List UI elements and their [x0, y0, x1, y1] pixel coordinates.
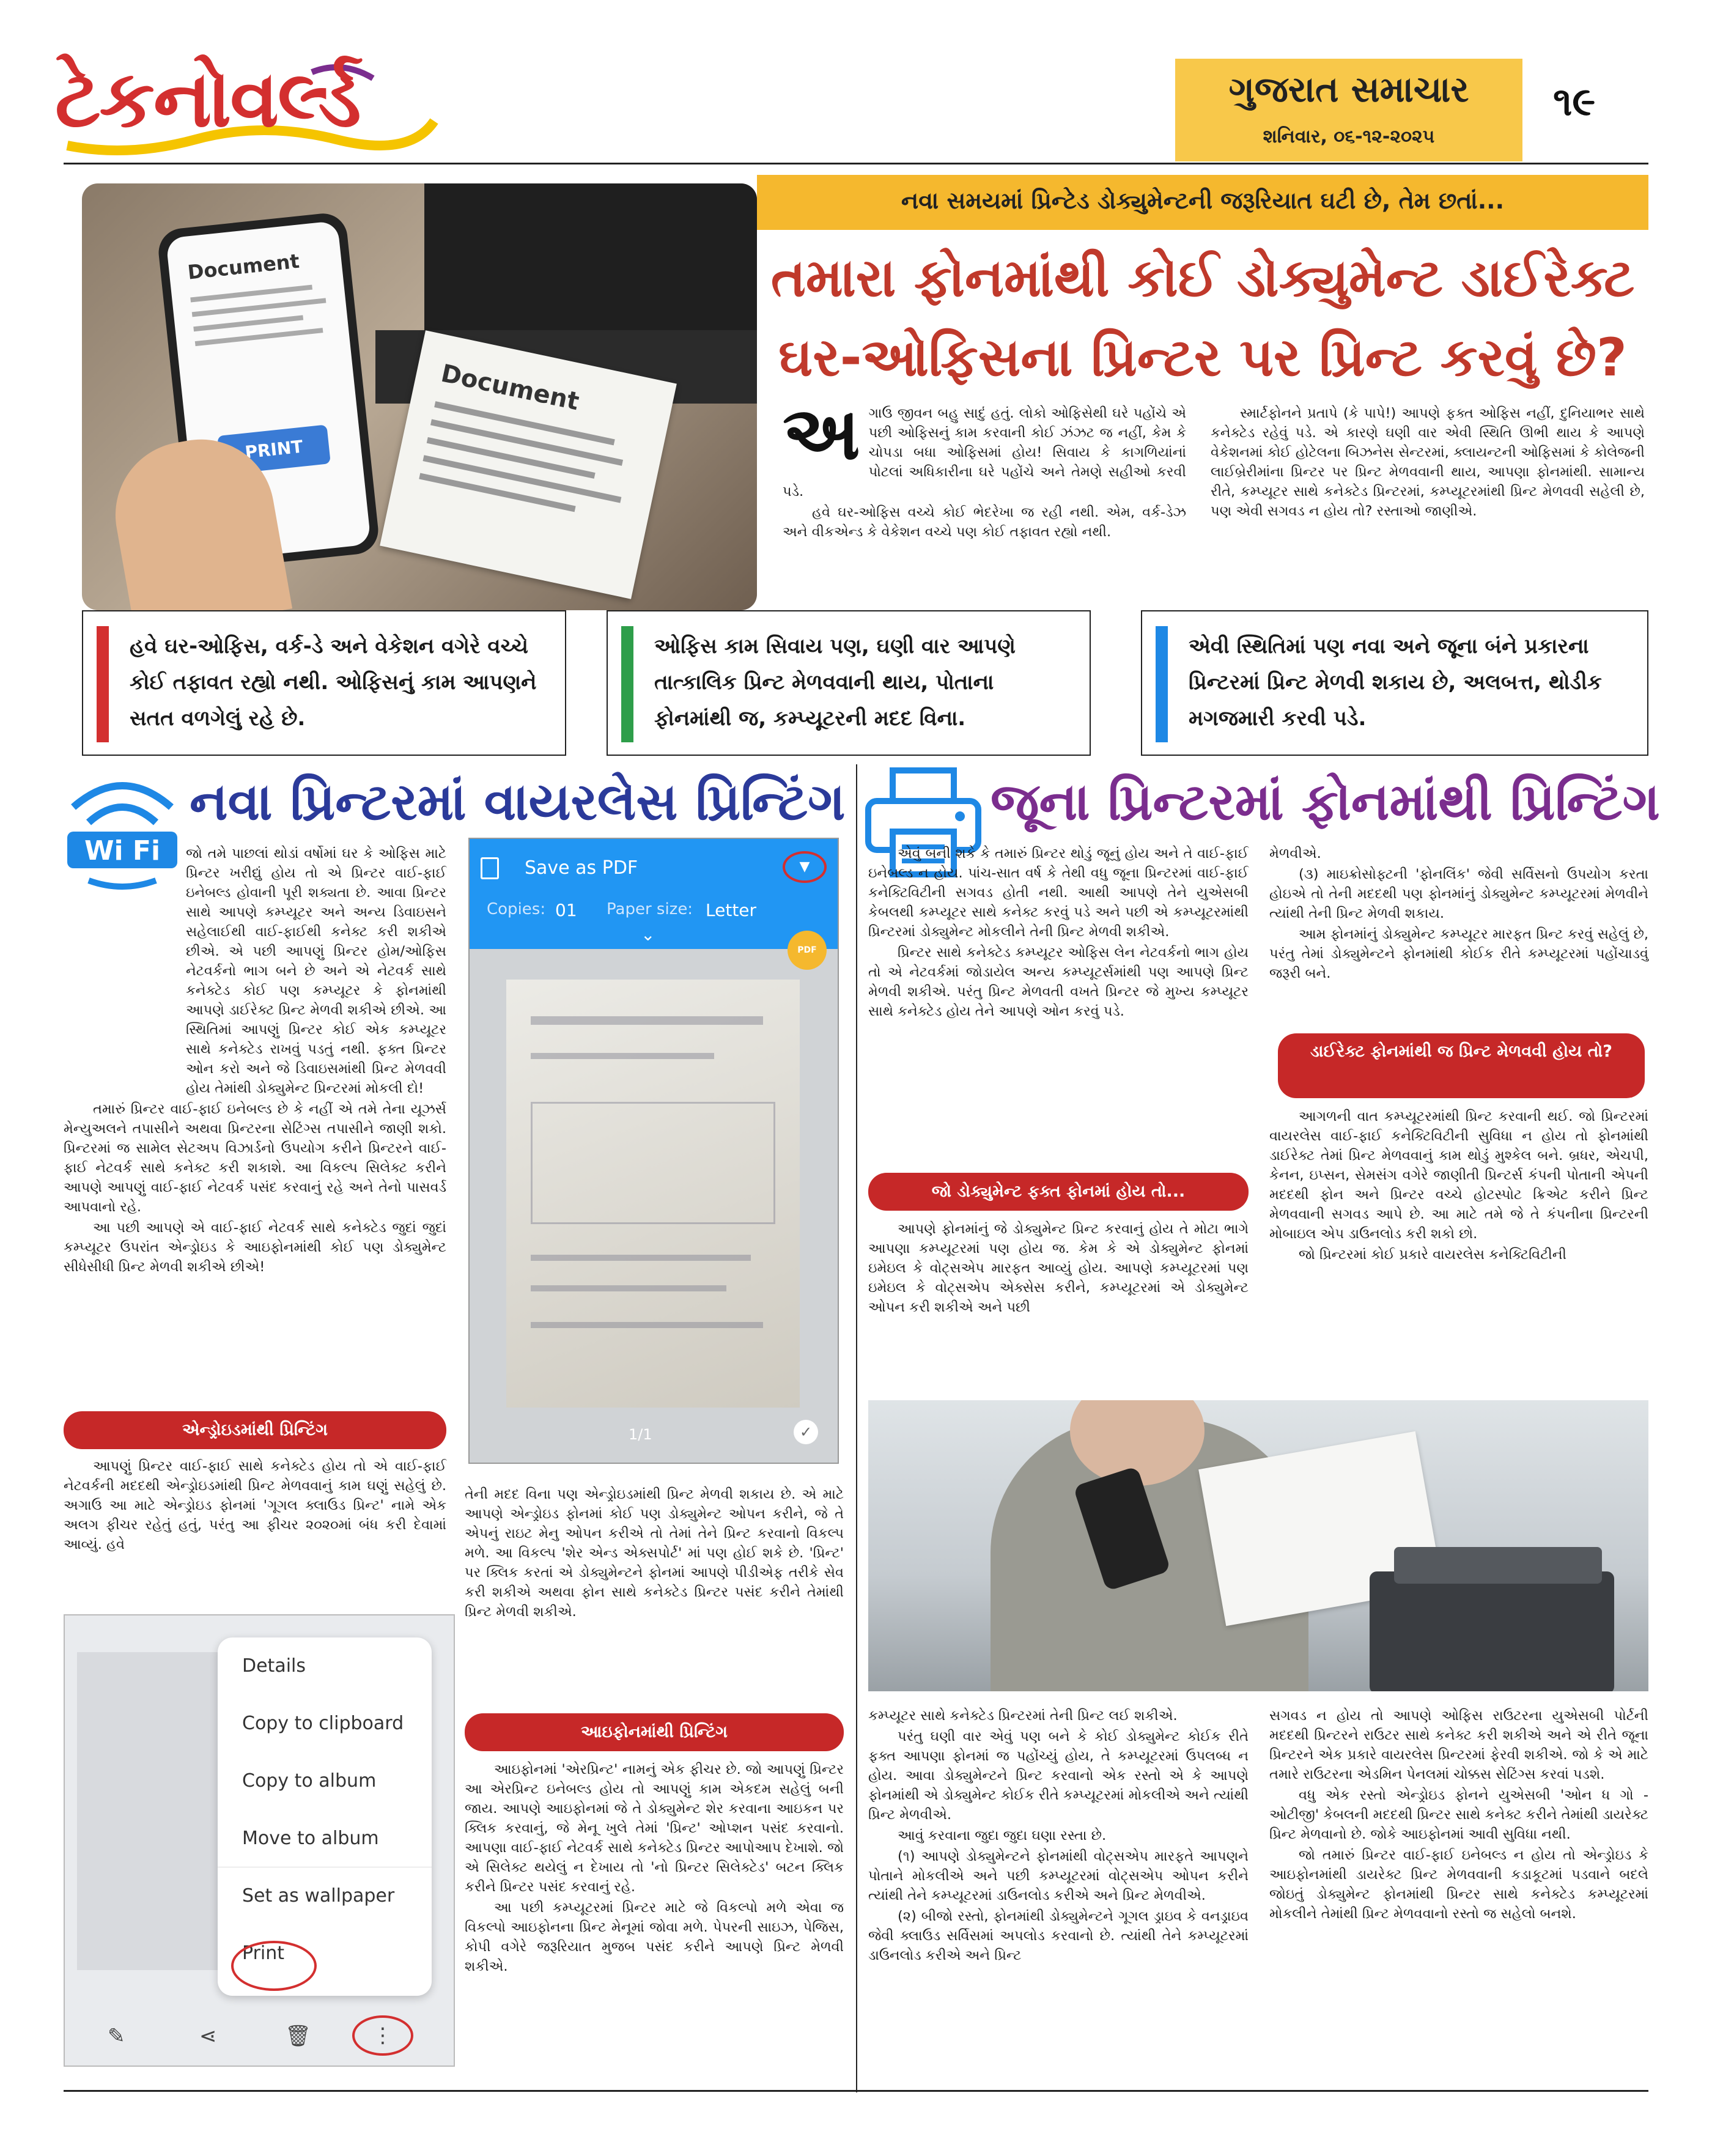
info-box-3-text: એવી સ્થિતિમાં પણ નવા અને જૂના બંને પ્રકારના પ્રિન્ટરમાં પ્રિન્ટ મેળવી શકાય છે, અલબત્ત, થોડીક મગજમારી કરવી પડે.: [1189, 634, 1602, 731]
kicker-bar: [757, 175, 1648, 230]
phone-only-para: આપણે ફોનમાંનું જે ડોક્યુમેન્ટ પ્રિન્ટ કરવાનું હોય તે મોટા ભાગે આપણા કમ્પ્યૂટરમાં પણ હોય જ. કેમ કે એ ડોક્યુમેન્ટ ફોનમાં ઇમેઇલ કે વોટ્સએપ મારફત આવ્યું હોય. આપણે કમ્પ્યૂટરમાં પણ ઇમેઇલ કે વોટ્સએપ એક્સેસ કરીને, કમ્પ્યૂટરમાં એ ડોક્યુમેન્ટ ઓપન કરી શકીએ અને પછી: [868, 1221, 1249, 1315]
footer-rule: [64, 2090, 1648, 2092]
bottom-para-5: (૨) બીજો રસ્તો, ફોનમાંથી ડોક્યુમેન્ટને ગૂગલ ડ્રાઇવ કે વનડ્રાઇવ જેવી ક્લાઉડ સર્વિસમાં અપલોડ કરવાનો છે. ત્યાંથી તેને કમ્પ્યૂટરમાં ડાઉનલોડ કરીએ અને પ્રિન્ટ: [868, 1908, 1249, 1963]
bottom-right-col2: [1269, 1706, 1648, 1925]
right-section-title: જૂના પ્રિન્ટરમાં ફોનમાંથી પ્રિન્ટિંગ: [991, 772, 1660, 832]
left-para-2: તમારું પ્રિન્ટર વાઈ-ફાઈ ઇનેબલ્ડ છે કે નહીં એ તમે તેના યૂઝર્સ મેન્યુઅલને તપાસીને અથવા પ્રિન્ટરના સેટિંગ્સ તપાસીને જાણી શકો. પ્રિન્ટરમાં જ સામેલ સેટઅપ વિઝાર્ડનો ઉપયોગ કરીને પ્રિન્ટરને વાઈ-ફાઈ નેટવર્ક સાથે કનેક્ટ કરી શકાશે. આ વિકલ્પ સિલેક્ટ કરીને આપણે આપણું વાઈ-ફાઈ નેટવર્ક પસંદ કરવાનું રહે અને તેનો પાસવર્ડ આપવાનો રહે.: [64, 1101, 446, 1215]
iphone-para-1: આઇફોનમાં 'એરપ્રિન્ટ' નામનું એક ફીચર છે. જો આપણું પ્રિન્ટર આ એરપ્રિન્ટ ઇનેબલ્ડ હોય તો આપણું કામ એકદમ સહેલું બની જાય. આપણે આઇફોનમાં જે તે ડોક્યુમેન્ટ શેર કરવાના આઇકન પર ક્લિક કરવાનું, જે મેનૂ ખુલે તેમાં 'પ્રિન્ટ' ઓપ્શન પસંદ કરવાનો. આપણા વાઈ-ફાઈ નેટવર્ક સાથે કનેક્ટેડ પ્રિન્ટર આપોઆપ દેખાશે. જો એ સિલેક્ટ થયેલું ન દેખાય તો 'નો પ્રિન્ટર સિલેક્ટેડ' બટન ક્લિક કરીને પ્રિન્ટર પસંદ કરવાનું રહે.: [465, 1762, 844, 1895]
expand-chevron-icon[interactable]: ⌄: [641, 925, 655, 945]
intro-col1: [783, 391, 1186, 543]
pdf-header: [470, 839, 838, 949]
info-box-2-bar: [621, 626, 633, 742]
brand-logo: [55, 48, 446, 164]
hero-image: [82, 183, 757, 610]
dropcap: અ: [783, 391, 860, 476]
info-box-3-bar: [1156, 626, 1168, 742]
bottom-para-4: (૧) આપણે ડોક્યુમેન્ટને ફોનમાંથી વોટ્સએપ મારફતે આપણને પોતાને મોકલીએ અને પછી કમ્પ્યૂટરમાં વોટ્સએપ ઓપન કરીને ત્યાંથી તેને કમ્પ્યૂટરમાં ડાઉનલોડ કરીએ અને પ્રિન્ટ મેળવીએ.: [868, 1848, 1249, 1903]
info-box-1: [82, 610, 566, 756]
info-box-2-text: ઓફિસ કામ સિવાય પણ, ઘણી વાર આપણે તાત્કાલિક પ્રિન્ટ મેળવવાની થાય, પોતાના ફોનમાંથી જ, કમ્પ્યૂટરની મદદ વિના.: [654, 634, 1016, 731]
wifi-label: Wi Fi: [84, 835, 161, 866]
iphone-subhead: આઇફોનમાંથી પ્રિન્ટિંગ: [465, 1713, 844, 1751]
right-para-4: (૩) માઇક્રોસોફ્ટની 'ફોનલિંક' જેવી સર્વિસનો ઉપયોગ કરતા હોઇએ તો તેની મદદથી પણ ફોનમાંનું ડોક્યુમેન્ટ કમ્પ્યૂટરમાં મેળવીને ત્યાંથી તેની પ્રિન્ટ મેળવી શકાય.: [1269, 866, 1648, 921]
android-menu-screenshot: [64, 1614, 455, 2067]
bottom-para-2: પરંતુ ઘણી વાર એવું પણ બને કે કોઈ ડોક્યુમેન્ટ કોઈક રીતે ફક્ત આપણા ફોનમાં જ પહોંચ્યું હોય, તે કમ્પ્યૂટરમાં ઉપલબ્ધ ન હોય. આવા ડોક્યુમેન્ટને પ્રિન્ટ કરવાનો એક રસ્તો એ કે આપણે ફોનમાંથી એ ડોક્યુમેન્ટ કોઈક રીતે કમ્પ્યૂટરમાં મોકલીએ અને ત્યાંથી પ્રિન્ટ મેળવીએ.: [868, 1729, 1249, 1823]
menu-item-details[interactable]: Details: [242, 1655, 306, 1677]
right-para-5: આમ ફોનમાંનું ડોક્યુમેન્ટ કમ્પ્યૂટર મારફત પ્રિન્ટ કરવું સહેલું છે, પરંતુ તેમાં ડોક્યુમેન્ટને ફોનમાંથી કોઈક રીતે કમ્પ્યૂટરમાં પહોંચાડવું જરૂરી બને.: [1269, 926, 1648, 981]
pdf-page-preview: [506, 980, 800, 1408]
left-section-title: નવા પ્રિન્ટરમાં વાયરલેસ પ્રિન્ટિંગ: [190, 772, 846, 832]
android-para: આપણું પ્રિન્ટર વાઈ-ફાઈ સાથે કનેક્ટેડ હોય તો એ વાઈ-ફાઈ નેટવર્કની મદદથી એન્ડ્રોઇડમાંથી પ્રિન્ટ મેળવવાનું કામ ઘણું સહેલું છે. અગાઉ આ માટે એન્ડ્રોઇડ ફોનમાં 'ગૂગલ ક્લાઉડ પ્રિન્ટ' નામે એક અલગ ફીચર રહેતું હતું, પરંતુ આ ફીચર ૨૦૨૦માં બંધ કરી દેવામાં આવ્યું. હવે: [64, 1458, 446, 1552]
right-para-3: મેળવીએ.: [1269, 846, 1321, 862]
info-box-2: [607, 610, 1091, 756]
direct-phone-subhead: ડાઈરેક્ટ ફોનમાંથી જ પ્રિન્ટ મેળવવી હોય તો?: [1278, 1033, 1645, 1098]
menu-item-wallpaper[interactable]: Set as wallpaper: [242, 1885, 395, 1907]
left-col-text: [64, 844, 446, 1278]
menu-item-copy-album[interactable]: Copy to album: [242, 1770, 377, 1792]
direct-phone-para-2: જો પ્રિન્ટરમાં કોઈ પ્રકારે વાયરલેસ કનેક્ટિવિટીની: [1299, 1247, 1566, 1263]
print-button: PRINT: [217, 424, 331, 474]
right-para-1: એવું બની શકે કે તમારું પ્રિન્ટર થોડું જૂનું હોય અને તે વાઈ-ફાઈ ઇનેબલ્ડ ન હોય. પાંચ-સાત વર્ષ કે તેથી વધુ જૂના પ્રિન્ટરમાં વાઈ-ફાઈ કનેક્ટિવિટીની સગવડ હોતી નથી. આથી આપણે તેને યુએસબી કેબલથી કમ્પ્યૂટર સાથે કનેક્ટ કરવું પડે અને પછી એ કમ્પ્યૂટરમાંથી પ્રિન્ટરમાં ડોક્યુમેન્ટ મોકલીને તેની પ્રિન્ટ મેળવી શકીએ.: [868, 846, 1249, 940]
menu-item-move-album[interactable]: Move to album: [218, 1810, 432, 1867]
page-count: 1/1: [629, 1426, 652, 1443]
bottom-para-1: કમ્પ્યૂટર સાથે કનેક્ટેડ પ્રિન્ટરમાં તેની પ્રિન્ટ લઈ શકીએ.: [868, 1708, 1178, 1724]
menu-item-print[interactable]: Print: [242, 1943, 285, 1964]
print-highlight-circle: [231, 1941, 317, 1991]
info-box-3: [1141, 610, 1648, 756]
info-box-1-text: હવે ઘર-ઓફિસ, વર્ક-ડે અને વેકેશન વગેરે વચ્ચે કોઈ તફાવત રહ્યો નથી. ઓફિસનું કામ આપણને સતત વળગેલું રહે છે.: [130, 634, 537, 731]
check-icon[interactable]: ✓: [794, 1420, 818, 1444]
headline-line2: ઘર-ઓફિસના પ્રિન્ટર પર પ્રિન્ટ કરવું છે?: [778, 327, 1627, 388]
bottom-para-6: સગવડ ન હોય તો આપણે ઓફિસ રાઉટરના યુએસબી પોર્ટની મદદથી પ્રિન્ટરને રાઉટર સાથે કનેક્ટ કરી શકીએ અને એ રીતે જૂના પ્રિન્ટરને એક પ્રકારે વાયરલેસ પ્રિન્ટરમાં ફેરવી શકીએ. જો કે એ માટે તમારે રાઉટરના એડમિન પેનલમાં ચોક્કસ સેટિંગ્સ કરવાં પડશે.: [1269, 1708, 1648, 1782]
pdf-fab[interactable]: [788, 931, 827, 970]
iphone-text: [465, 1760, 844, 1977]
intro-para2: હવે ઘર-ઓફિસ વચ્ચે કોઈ ભેદરેખા જ રહી નથી. એમ, વર્ક-ડેઝ અને વીકએન્ડ કે વેકેશન વચ્ચે પણ કોઈ તફાવત રહ્યો નથી.: [783, 504, 1186, 540]
intro-col2: [1211, 404, 1645, 522]
mid-text: [465, 1485, 844, 1623]
phone-only-text: [868, 1219, 1249, 1318]
paper-size-value[interactable]: Letter: [706, 900, 757, 920]
direct-phone-para: આગળની વાત કમ્પ્યૂટરમાંથી પ્રિન્ટ કરવાની થઈ. જો પ્રિન્ટરમાં વાયરલેસ વાઈ-ફાઈ કનેક્ટિવિટીની સુવિધા ન હોય તો ફોનમાંથી ડાઈરેક્ટ તેમાં પ્રિન્ટ મેળવવાનું કામ થોડું મુશ્કેલ બને. બ્રધર, એચપી, કેનન, ઇપ્સન, સેમસંગ વગેરે જાણીતી પ્રિન્ટર્સ કંપની પોતાની એપની મદદથી ફોન અને પ્રિન્ટર વચ્ચે હોટસ્પોટ ક્રિએટ કરીને પ્રિન્ટ મેળવવાની સગવડ આપે છે. આ માટે તમે જે તે કંપનીના પ્રિન્ટરની મોબાઇલ એપ ડાઉનલોડ કરી શકો છો.: [1269, 1109, 1648, 1242]
masthead-rule: [64, 163, 1648, 164]
phone-only-subhead: જો ડોક્યુમેન્ટ ફક્ત ફોનમાં હોય તો...: [868, 1173, 1249, 1211]
left-para-3: આ પછી આપણે એ વાઈ-ફાઈ નેટવર્ક સાથે કનેક્ટેડ જુદાં જુદાં કમ્પ્યૂટર ઉપરાંત એન્ડ્રોઇડ કે આઇફોનમાંથી કોઈ પણ ડોક્યુમેન્ટ સીધેસીધી પ્રિન્ટ મેળવી શકીએ છીએ!: [64, 1220, 446, 1275]
android-text: [64, 1456, 446, 1556]
bottom-para-3: આવું કરવાના જુદા જુદા ઘણા રસ્તા છે.: [898, 1828, 1107, 1844]
mid-para: તેની મદદ વિના પણ એન્ડ્રોઇડમાંથી પ્રિન્ટ મેળવી શકાય છે. એ માટે આપણે એન્ડ્રોઇડ ફોનમાં કોઈ પણ ડોક્યુમેન્ટ ઓપન કરીને, જે તે એપનું રાઇટ મેનુ ઓપન કરીએ તો તેમાં તેને પ્રિન્ટ કરવાનો વિકલ્પ મળે. આ વિકલ્પ 'શેર એન્ડ એક્સપોર્ટ' માં પણ હોઈ શકે છે. 'પ્રિન્ટ' પર ક્લિક કરતાં એ ડોક્યુમેન્ટને ફોનમાં આપણે પીડીએફ તરીકે સેવ કરી શકીએ અથવા ફોન સાથે કનેક્ટેડ પ્રિન્ટર પસંદ કરીને તેમાંથી પ્રિન્ટ મેળવી શકીએ.: [465, 1486, 844, 1620]
intro-para1: ગાઉ જીવન બહુ સાદું હતું. લોકો ઓફિસેથી ઘરે પહોંચે એ પછી ઓફિસનું કામ કરવાની કોઈ ઝંઝટ જ નહીં, કેમ કે ચોપડા બધા ઓફિસમાં હોય! સિવાય કે કાગળિયાંનાં પોટલાં અધિકારીના ઘરે પહોંચે અને તેમણે સહીઓ કરવી પડે.: [783, 405, 1186, 500]
paper-name: ગુજરાત સમાચાર: [1228, 68, 1469, 110]
right-para-2: પ્રિન્ટર સાથે કનેક્ટેડ કમ્પ્યૂટર ઓફિસ લેન નેટવર્કનો ભાગ હોય તો એ નેટવર્કમાં જોડાયેલ અન્ય કમ્પ્યૂટર્સમાંથી પણ આપણે પ્રિન્ટ મેળવી શકીએ. પરંતુ પ્રિન્ટ મેળવતી વખતે પ્રિન્ટર જે મુખ્ય કમ્પ્યૂટર સાથે કનેક્ટેડ હોય તેને આપણે ઓન કરવું પડે.: [868, 945, 1249, 1019]
paper-name-box: [1175, 59, 1522, 161]
menu-item-copy-clipboard[interactable]: Copy to clipboard: [242, 1713, 404, 1734]
delete-icon[interactable]: 🗑: [285, 2024, 312, 2048]
bottom-toolbar: [65, 2007, 455, 2067]
intro-para3: સ્માર્ટફોનને પ્રતાપે (કે પાપે!) આપણે ફક્ત ઓફિસ નહીં, દુનિયાભર સાથે કનેક્ટેડ રહેવું પડે. એ કારણે ઘણી વાર એવી સ્થિતિ ઊભી થાય કે આપણે વેકેશનમાં કોઈ હોટેલના બિઝનેસ સેન્ટરમાં, ક્લાયન્ટની ઓફિસમાં કે કોલેજની લાઈબ્રેરીમાંના પ્રિન્ટર પર પ્રિન્ટ મેળવવાની થાય, આપણા ફોનમાંથી. સામાન્ય રીતે, કમ્પ્યૂટર સાથે કનેક્ટેડ પ્રિન્ટરમાં, કમ્પ્યૂટરમાંથી પ્રિન્ટ મેળવવી સહેલી છે, પણ એવી સગવડ ન હોય તો? રસ્તાઓ જાણીએ.: [1211, 405, 1645, 519]
pdf-file-icon: [481, 857, 499, 879]
edit-icon[interactable]: ✎: [108, 2024, 125, 2048]
column-divider: [856, 764, 857, 2092]
issue-date: શનિવાર, ૦૬-૧૨-૨૦૨૫: [1263, 126, 1435, 147]
android-subhead: એન્ડ્રોઇડમાંથી પ્રિન્ટિંગ: [64, 1411, 446, 1449]
kicker-text: નવા સમયમાં પ્રિન્ટેડ ડોક્યુમેન્ટની જરૂરિયાત ઘટી છે, તેમ છતાં...: [901, 187, 1505, 214]
more-options-icon[interactable]: ⋮: [352, 2015, 413, 2056]
headline-line1: તમારા ફોનમાંથી કોઈ ડોક્યુમેન્ટ ડાઈરેક્ટ: [770, 248, 1635, 309]
share-icon[interactable]: ⋖: [199, 2024, 217, 2048]
office-photo: [868, 1400, 1648, 1691]
dropdown-arrow-icon[interactable]: ▼: [783, 851, 827, 883]
right-col2: [1269, 844, 1648, 984]
iphone-para-2: આ પછી કમ્પ્યૂટરમાં પ્રિન્ટર માટે જે વિકલ્પો મળે એવા જ વિકલ્પો આઇફોનના પ્રિન્ટ મેનૂમાં જોવા મળે. પેપરની સાઇઝ, પેજિસ, કોપી વગેરે જરૂરિયાત મુજબ પસંદ કરીને આપણે પ્રિન્ટ મેળવી શકીએ.: [465, 1900, 844, 1974]
phone-doc-label: Document: [186, 249, 301, 284]
bottom-right-col1: [868, 1706, 1249, 1966]
paper-doc-label: Document: [438, 359, 582, 416]
direct-phone-text: [1269, 1107, 1648, 1266]
bottom-para-8: જો તમારું પ્રિન્ટર વાઈ-ફાઈ ઇનેબલ્ડ ન હોય તો એન્ડ્રોઇડ કે આઇફોનમાંથી ડાયરેક્ટ પ્રિન્ટ મેળવવાની કડાકૂટમાં પડવાને બદલે જોઇતું ડોક્યુમેન્ટ ફોનમાંથી પ્રિન્ટર સાથે કનેક્ટેડ કમ્પ્યૂટરમાં મોકલીને તેમાંથી પ્રિન્ટ મેળવવાનો રસ્તો જ સહેલો બનશે.: [1269, 1847, 1648, 1922]
pdf-title: Save as PDF: [525, 857, 638, 879]
paper-size-label: Paper size:: [607, 900, 693, 918]
brand-title: ટેકનોવર્લ્ડ: [55, 54, 360, 145]
left-para-1: જો તમે પાછલાં થોડાં વર્ષોમાં ઘર કે ઓફિસ માટે પ્રિન્ટર ખરીદ્યું હોય તો એ પ્રિન્ટર વાઈ-ફાઈ ઇનેબલ્ડ હોવાની પૂરી શક્યતા છે. આવા પ્રિન્ટર સાથે આપણે કમ્પ્યૂટર અને અન્ય ડિવાઇસને સહેલાઈથી વાઈ-ફાઈથી કનેક્ટ કરી શકીએ છીએ. એ પછી આપણું પ્રિન્ટર હોમ/ઓફિસ નેટવર્કનો ભાગ બને છે અને એ નેટવર્ક સાથે કનેક્ટેડ કોઈ પણ કમ્પ્યૂટર કે ફોનમાંથી આપણે ડાઈરેક્ટ પ્રિન્ટ મેળવી શકીએ છીએ. આ સ્થિતિમાં આપણું પ્રિન્ટર કોઈ એક કમ્પ્યૂટર સાથે કનેક્ટેડ રાખવું પડતું નથી. ફક્ત પ્રિન્ટર ઓન કરો અને જે ડિવાઇસમાંથી પ્રિન્ટ મેળવવી હોય તેમાંથી ડોક્યુમેન્ટ પ્રિન્ટરમાં મોકલી દો!: [186, 846, 446, 1096]
pdf-screenshot: [468, 838, 839, 1464]
info-box-1-bar: [97, 626, 109, 742]
context-menu: [218, 1637, 432, 1996]
right-col1: [868, 844, 1249, 1022]
pdf-fab-label: PDF: [797, 945, 817, 955]
copies-label: Copies:: [487, 900, 546, 918]
page-number: ૧૯: [1553, 79, 1596, 125]
copies-value[interactable]: 01: [555, 900, 577, 920]
bottom-para-7: વધુ એક રસ્તો એન્ડ્રોઇડ ફોનને યુએસબી 'ઓન ધ ગો - ઓટીજી' કેબલની મદદથી પ્રિન્ટર સાથે કનેક્ટ કરીને તેમાંથી ડાયરેક્ટ પ્રિન્ટ મેળવાનો છે. જોકે આઇફોનમાં આવી સુવિધા નથી.: [1269, 1787, 1648, 1842]
